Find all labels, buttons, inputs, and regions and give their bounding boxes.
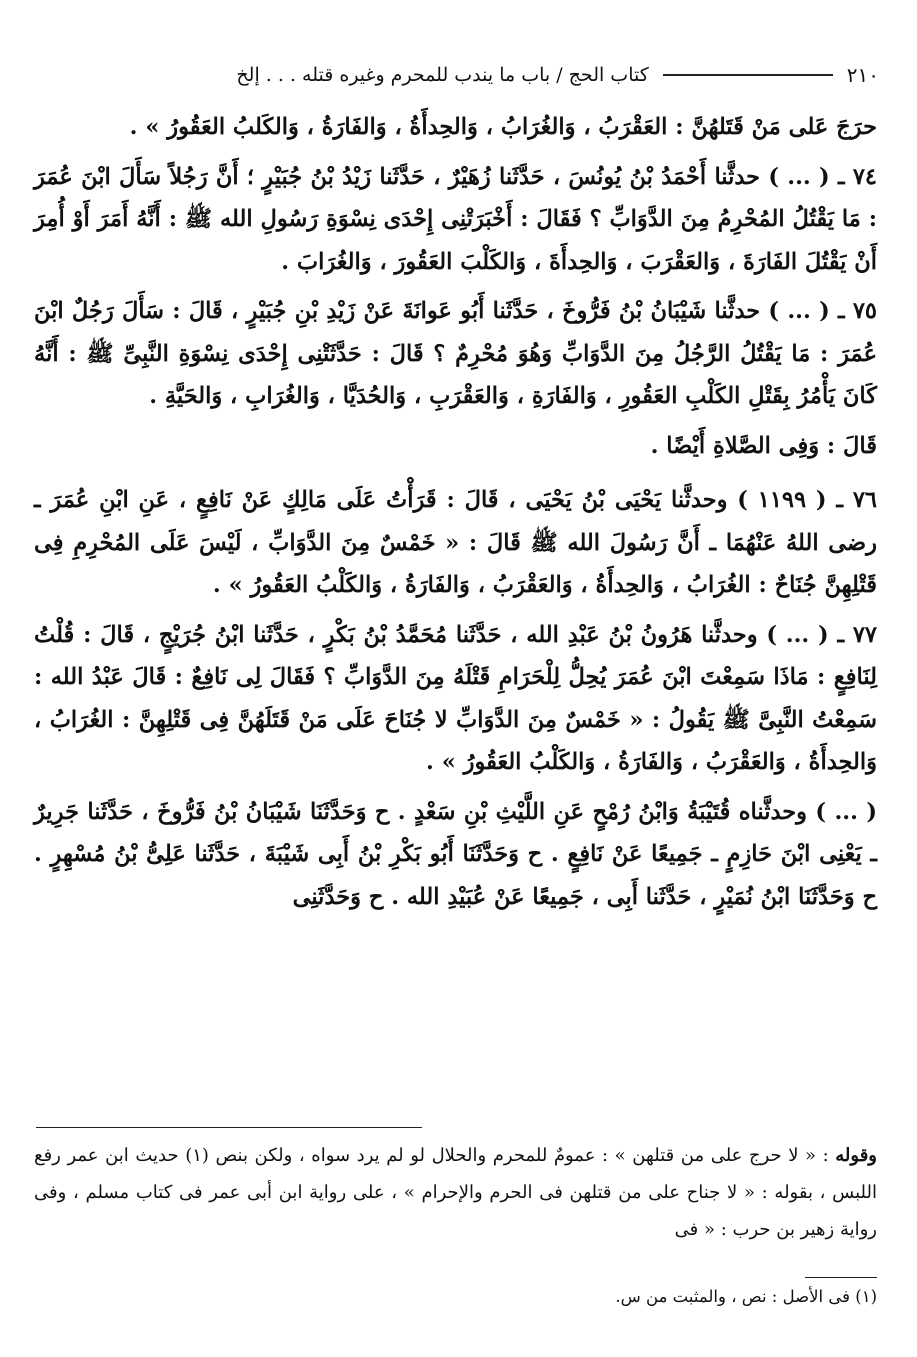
hadith-74: ٧٤ ـ ( ... ) حدثَّنا أَحْمَدُ بْنُ يُونُسَ ، حَدَّثَنا زُهَيْرٌ ، حَدَّثَنا زَيْدُ بْنُ جُبَيْرٍ ؛ أَنَّ رَجُلاً سَأَلَ ابْنَ عُمَرَ : مَا يَقْتُلُ المُحْرِمُ مِنَ الدَّوَابِّ ؟ فَقَالَ : أَخْبَرَتْنِى إِحْدَى نِسْوَةِ رَسُولِ الله ﷺ : أَنَّهُ أَمَرَ أَوْ أُمِرَ أَنْ يَقْتُلَ الفَارَةَ ، وَالعَقْرَبَ ، وَالحِدأَةَ ، وَالكَلْبَ العَقُورَ ، وَالغُرَابَ . bbox=[34, 163, 877, 275]
commentary-body: : « لا حرج على من قتلهن » : عمومٌ للمحرم والحلال لو لم يرد سواه ، ولكن بنص (١) حديث ابن عمر رفع اللبس ، بقوله : « لا جناح على من قتلهن فى الحرم والإحرام » ، على رواية ابن أبى عمر فى كتاب مسلم ، وفى رواية زهير بن حرب : « فى bbox=[34, 1145, 877, 1240]
continuation-text: حرَجَ عَلى مَنْ قَتَلهُنَّ : العَقْرَبُ ، وَالغُرَابُ ، وَالحِدأَةُ ، وَالفَارَةُ ، وَالكَلبُ العَقُورُ » . bbox=[129, 114, 877, 140]
isnad-chain: ( ... ) وحدثَّناه قُتَيْبَةُ وَابْنُ رُمْحٍ عَنِ اللَّيْثِ بْنِ سَعْدٍ . ح وَحَدَّثَنَا شَيْبَانُ بْنُ فَرُّوخَ ، حَدَّثَنا جَرِيرٌ ـ يَعْنِى ابْنَ حَازِمٍ ـ جَمِيعًا عَنْ نَافِعٍ . ح وَحَدَّثَنَا أَبُو بَكْرِ بْنُ أَبِى شَيْبَةَ ، حَدَّثَنا عَلِىُّ بْنُ مُسْهِرٍ . ح وَحَدَّثَنَا ابْنُ نُمَيْرٍ ، حَدَّثَنا أَبِى ، جَمِيعًا عَنْ عُبَيْدِ الله . ح وَحَدَّثَنِى bbox=[34, 798, 877, 910]
page-number: ٢١٠ bbox=[846, 63, 879, 87]
qala-line: قَالَ : وَفِى الصَّلاةِ أَيْضًا . bbox=[650, 432, 877, 459]
hadith-77: ٧٧ ـ ( ... ) وحدثَّنا هَرُونُ بْنُ عَبْدِ الله ، حَدَّثَنا مُحَمَّدُ بْنُ بَكْرٍ ، حَدَّثَنا ابْنُ جُرَيْجٍ ، قَالَ : قُلْتُ لِنَافِعٍ : مَاذَا سَمِعْتَ ابْنَ عُمَرَ يُحِلُّ لِلْحَرَامِ قَتْلَهُ مِنَ الدَّوَابِّ ؟ فَقَالَ لِى نَافِعٌ : قَالَ عَبْدُ الله : سَمِعْتُ النَّبِىَّ ﷺ يَقُولُ : « خَمْسٌ مِنَ الدَّوَابِّ لا جُنَاحَ عَلَى مَنْ قَتَلَهُنَّ فِى قَتْلِهِنَّ : الغُرَابُ ، وَالحِدأَةُ ، وَالعَقْرَبُ ، وَالفَارَةُ ، وَالكَلْبُ العَقُورُ » . bbox=[34, 621, 877, 775]
running-title: كتاب الحج / باب ما يندب للمحرم وغيره قتله . . . إلخ bbox=[236, 64, 649, 86]
commentary-lead: وقوله bbox=[835, 1145, 877, 1166]
apparatus-note: (١) فى الأصل : نص ، والمثبت من س. bbox=[615, 1287, 877, 1306]
commentary bbox=[34, 1137, 877, 1248]
hadith-75: ٧٥ ـ ( ... ) حدثَّنا شَيْبَانُ بْنُ فَرُّوخَ ، حَدَّثَنا أَبُو عَوانَةَ عَنْ زَيْدِ بْنِ جُبَيْرٍ ، قَالَ : سَأَلَ رَجُلٌ ابْنَ عُمَرَ : مَا يَقْتُلُ الرَّجُلُ مِنَ الدَّوَابِّ وَهُوَ مُحْرِمٌ ؟ قَالَ : حَدَّثَتْنِى إِحْدَى نِسْوَةِ النَّبِىِّ ﷺ : أَنَّهُ كَانَ يَأْمُرُ بِقَتْلِ الكَلْبِ العَقُورِ ، وَالفَارَةِ ، وَالعَقْرَبِ ، وَالحُدَيَّا ، وَالغُرَابِ ، وَالحَيَّةِ . bbox=[34, 298, 877, 409]
hadith-76: ٧٦ ـ ( ١١٩٩ ) وحدثَّنا يَحْيَى بْنُ يَحْيَى ، قَالَ : قَرَأْتُ عَلَى مَالِكٍ عَنْ نَافِعٍ ، عَنِ ابْنِ عُمَرَ ـ رضى اللهُ عَنْهُمَا ـ أَنَّ رَسُولَ الله ﷺ قَالَ : « خَمْسٌ مِنَ الدَّوَابِّ ، لَيْسَ عَلَى المُحْرِمِ فِى قَتْلِهِنَّ جُنَاحٌ : الغُرَابُ ، وَالحِدأَةُ ، وَالعَقْرَبُ ، وَالفَارَةُ ، وَالكَلْبُ العَقُورُ » . bbox=[34, 487, 877, 598]
header-rule bbox=[663, 74, 833, 76]
commentary-paragraph bbox=[34, 1137, 877, 1248]
page-header bbox=[28, 58, 879, 92]
commentary-divider bbox=[36, 1127, 422, 1128]
apparatus-divider bbox=[805, 1277, 877, 1278]
main-text bbox=[34, 106, 877, 925]
